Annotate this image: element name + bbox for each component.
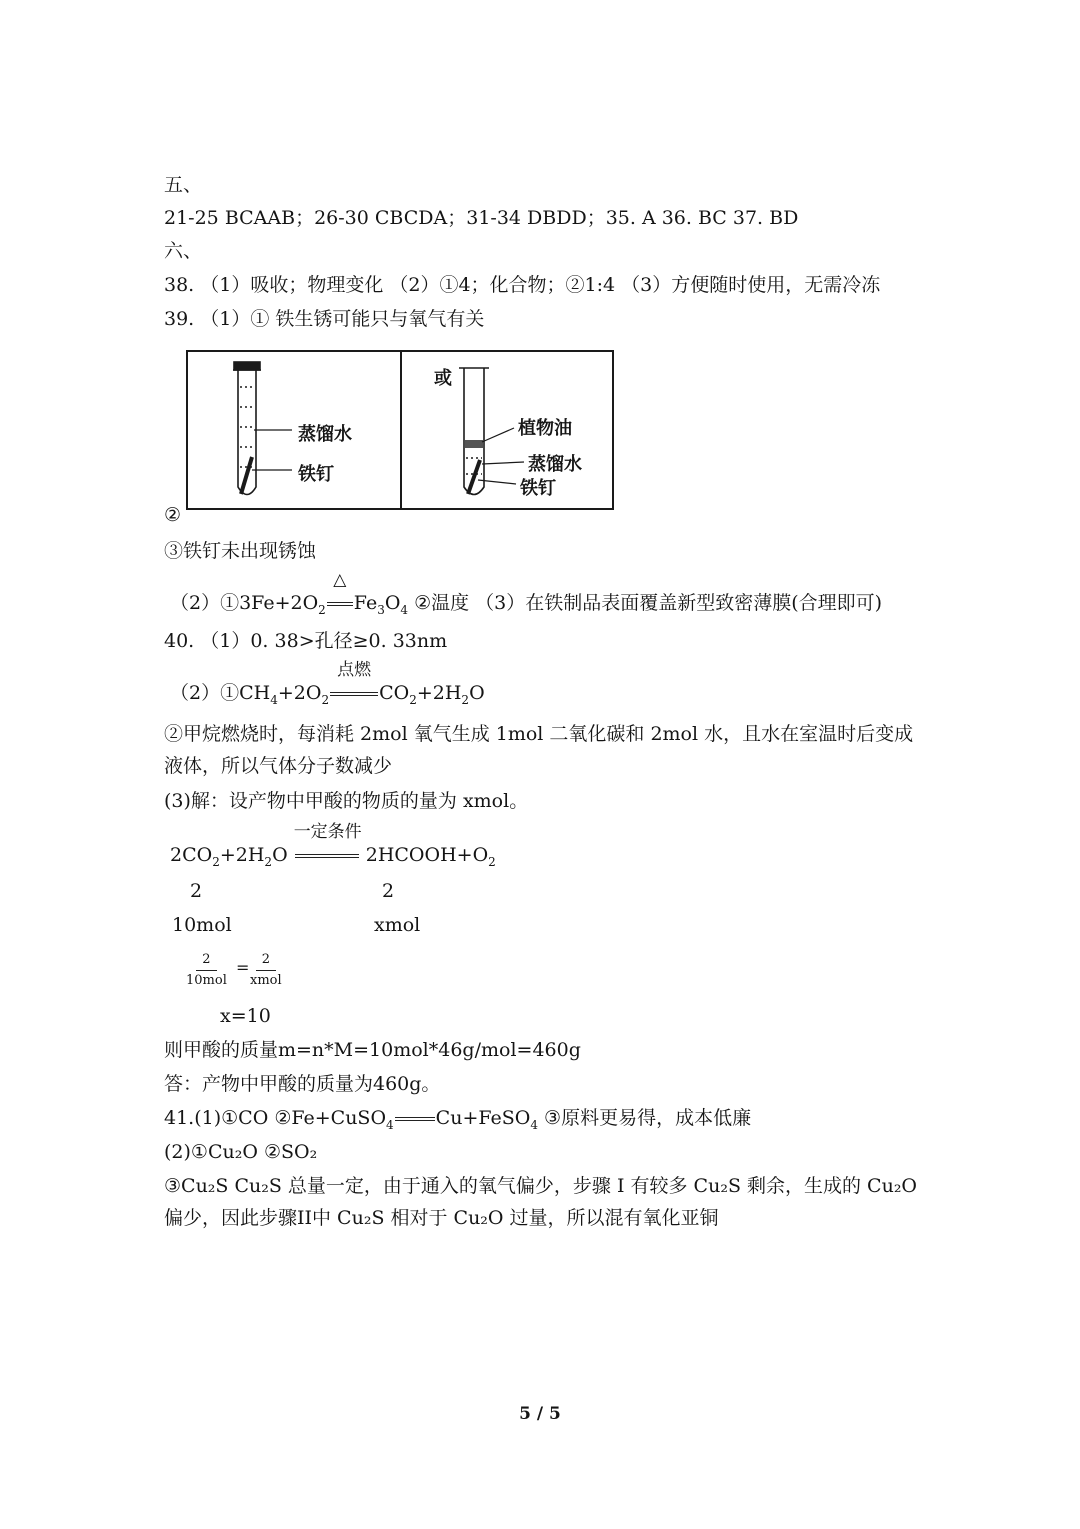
q41-line2: (2)①Cu₂O ②SO₂	[164, 1141, 318, 1163]
fraction-left	[186, 952, 227, 989]
amount-right: xmol	[374, 914, 421, 936]
ignite-arrow	[329, 660, 379, 706]
label-or: 或	[434, 368, 452, 389]
q40-eq2-right: 2HCOOH+O	[365, 844, 489, 866]
fraction-right-numerator: 2	[256, 952, 276, 971]
q39-item2: ②	[164, 504, 182, 526]
label-plant-oil: 植物油	[518, 418, 572, 439]
q41-line1-c: ③原料更易得，成本低廉	[538, 1107, 752, 1129]
amount-left: 10mol	[172, 914, 232, 936]
q40-eq2-left: 2CO	[170, 844, 213, 866]
q40-part3: (3)解：设产物中甲酸的物质的量为 xmol。	[164, 790, 529, 812]
eq2-condition: 一定条件	[293, 822, 362, 842]
coef-left: 2	[190, 880, 203, 902]
label-iron-nail-right: 铁钉	[520, 478, 556, 499]
test-tube-figure	[186, 350, 614, 510]
q40-eq1-prefix: （2）①CH	[170, 682, 271, 704]
heat-condition: △	[333, 570, 347, 590]
q39-part2-rest: ②温度 （3）在铁制品表面覆盖新型致密薄膜(合理即可)	[408, 592, 883, 614]
heat-arrow	[326, 570, 354, 616]
q41-line1-a: 41.(1)①CO ②Fe+CuSO	[164, 1107, 387, 1129]
page-number: 5 / 5	[519, 1404, 561, 1424]
equals-sign: =	[236, 958, 250, 977]
q39-item3: ③铁钉未出现锈蚀	[164, 540, 317, 562]
section-5-answers: 21-25 BCAAB；26-30 CBCDA；31-34 DBDD；35. A 36. BC 37. BD	[164, 207, 799, 229]
q39-part2-prefix: （2）①3Fe+2O	[170, 592, 319, 614]
coef-right: 2	[382, 880, 395, 902]
label-distilled-water-left: 蒸馏水	[298, 424, 352, 445]
section-5-heading: 五、	[164, 174, 203, 196]
mass-calculation: 则甲酸的质量m=n*M=10mol*46g/mol=460g	[164, 1039, 581, 1061]
q40-line1: 40. （1）0. 38>孔径≥0. 33nm	[164, 630, 448, 652]
ignite-condition: 点燃	[337, 660, 372, 680]
left-test-tube	[233, 362, 292, 495]
q40-eq1-suffix: CO	[379, 682, 410, 704]
label-iron-nail-left: 铁钉	[298, 464, 334, 485]
q41-arrow	[394, 1105, 436, 1131]
q41-line3: ③Cu₂S Cu₂S 总量一定，由于通入的氧气偏少，步骤 I 有较多 Cu₂S 剩余，生成的 Cu₂O 偏少，因此步骤II中 Cu₂S 相对于 Cu₂O 过量，所以混有氧化亚铜	[164, 1175, 918, 1229]
q41-line1-b: Cu+FeSO	[435, 1107, 531, 1129]
fraction-right	[250, 952, 282, 989]
q40-final-answer: 答：产物中甲酸的质量为460g。	[164, 1073, 441, 1095]
fraction-right-denominator: xmol	[250, 973, 282, 988]
right-test-tube	[459, 368, 524, 495]
section-6-heading: 六、	[164, 240, 203, 262]
q40-explanation: ②甲烷燃烧时，每消耗 2mol 氧气生成 1mol 二氧化碳和 2mol 水，且水在室温时后变成液体，所以气体分子数减少	[164, 723, 914, 777]
q39-part2-mid: Fe	[353, 592, 378, 614]
label-distilled-water-right: 蒸馏水	[528, 454, 582, 475]
condition-arrow	[293, 822, 362, 868]
x-result: x=10	[220, 1005, 271, 1027]
q40-eq1: $(2)①CH_4+2O_2$ 点燃 $CO_2+2H_2O$	[170, 660, 485, 707]
q40-eq2: $2CO_2+2H_2O$ 一定条件 $2HCOOH+O_2$	[170, 822, 496, 869]
q39-part2: $(2)①3Fe+2O_2$ △ $Fe_3O_4$ ②温度 （3）在铁制品表面覆盖新型致密薄膜(合理即可)	[170, 570, 883, 617]
q41-line1: 41.(1)①CO ②Fe+CuSO$_4$ Cu+FeSO$_4$ ③原料更易得，成本低廉	[164, 1107, 752, 1132]
fraction-left-denominator: 10mol	[186, 973, 227, 988]
q39-line1: 39. （1）① 铁生锈可能只与氧气有关	[164, 308, 485, 330]
q38-answer: 38. （1）吸收；物理变化 （2）①4；化合物；②1:4 （3）方便随时使用，无需冷冻	[164, 274, 881, 296]
fraction-left-numerator: 2	[196, 952, 216, 971]
figure-divider	[400, 352, 402, 508]
